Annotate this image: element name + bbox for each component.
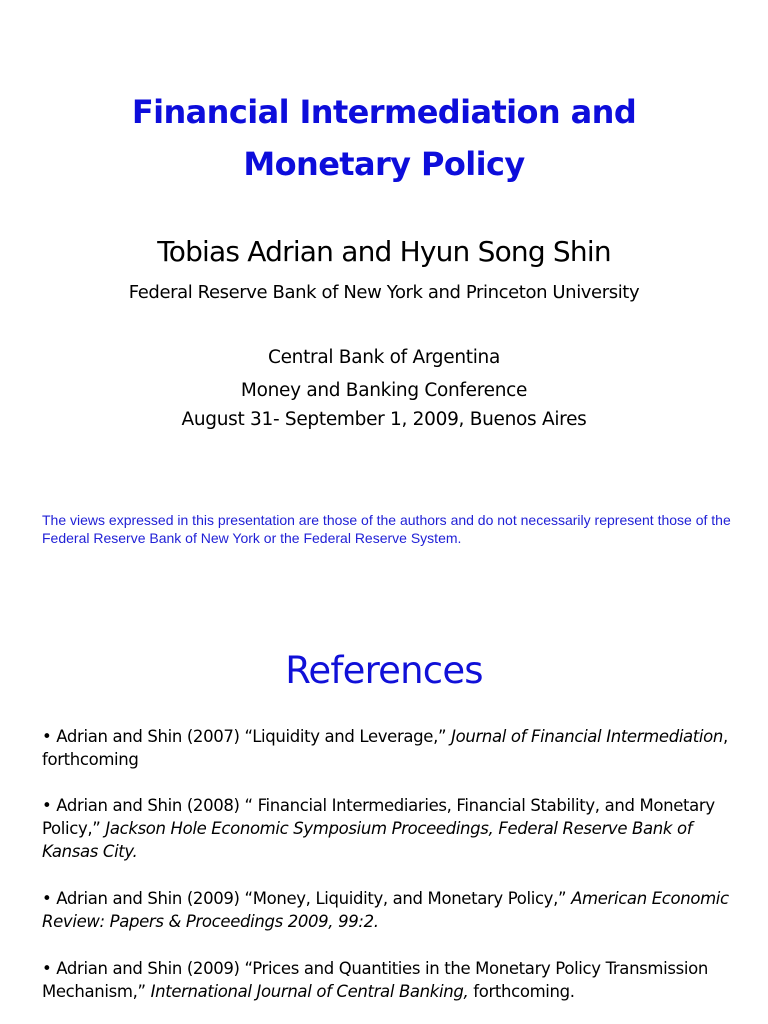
affiliation: Federal Reserve Bank of New York and Princeton University [128, 282, 640, 303]
reference-journal: Jackson Hole Economic Symposium Proceedings, Federal Reserve Bank of Kansas City. [42, 819, 693, 861]
reference-text: Adrian and Shin (2009) “Prices and Quantities in the Monetary Policy Transmission Mechanism,” [42, 959, 708, 1001]
conference-name: Money and Banking Conference [240, 380, 528, 401]
reference-item [42, 957, 742, 1003]
authors: Tobias Adrian and Hyun Song Shin [157, 235, 611, 268]
reference-item [42, 794, 742, 863]
reference-item [42, 725, 742, 771]
title-line-2: Monetary Policy [243, 145, 525, 183]
reference-journal: International Journal of Central Banking, [150, 982, 469, 1001]
references-title: References [285, 649, 483, 692]
bullet: • [42, 796, 52, 815]
bullet: • [42, 889, 52, 908]
title-line-1: Financial Intermediation and [131, 93, 637, 131]
reference-text: Adrian and Shin (2008) “ Financial Intermediaries, Financial Stability, and Monetary Policy,” [42, 796, 715, 838]
bullet: • [42, 727, 52, 746]
reference-journal: Journal of Financial Intermediation [451, 727, 724, 746]
presentation-title [0, 86, 768, 190]
reference-tail: , forthcoming [42, 727, 728, 769]
reference-journal: American Economic Review: Papers & Proceedings 2009, 99:2. [42, 889, 729, 931]
reference-text: Adrian and Shin (2007) “Liquidity and Leverage,” [51, 727, 452, 746]
conference-host: Central Bank of Argentina [267, 347, 501, 368]
conference-date-place: August 31- September 1, 2009, Buenos Aires [181, 409, 587, 430]
disclaimer: The views expressed in this presentation are those of the authors and do not necessarily represent those of the Federal Reserve Bank of New York or the Federal Reserve System. [42, 512, 731, 546]
references-slide [0, 512, 768, 1024]
reference-tail: forthcoming. [468, 982, 575, 1001]
reference-text: Adrian and Shin (2009) “Money, Liquidity, and Monetary Policy,” [51, 889, 572, 908]
bullet: • [42, 959, 52, 978]
reference-item [42, 887, 742, 933]
